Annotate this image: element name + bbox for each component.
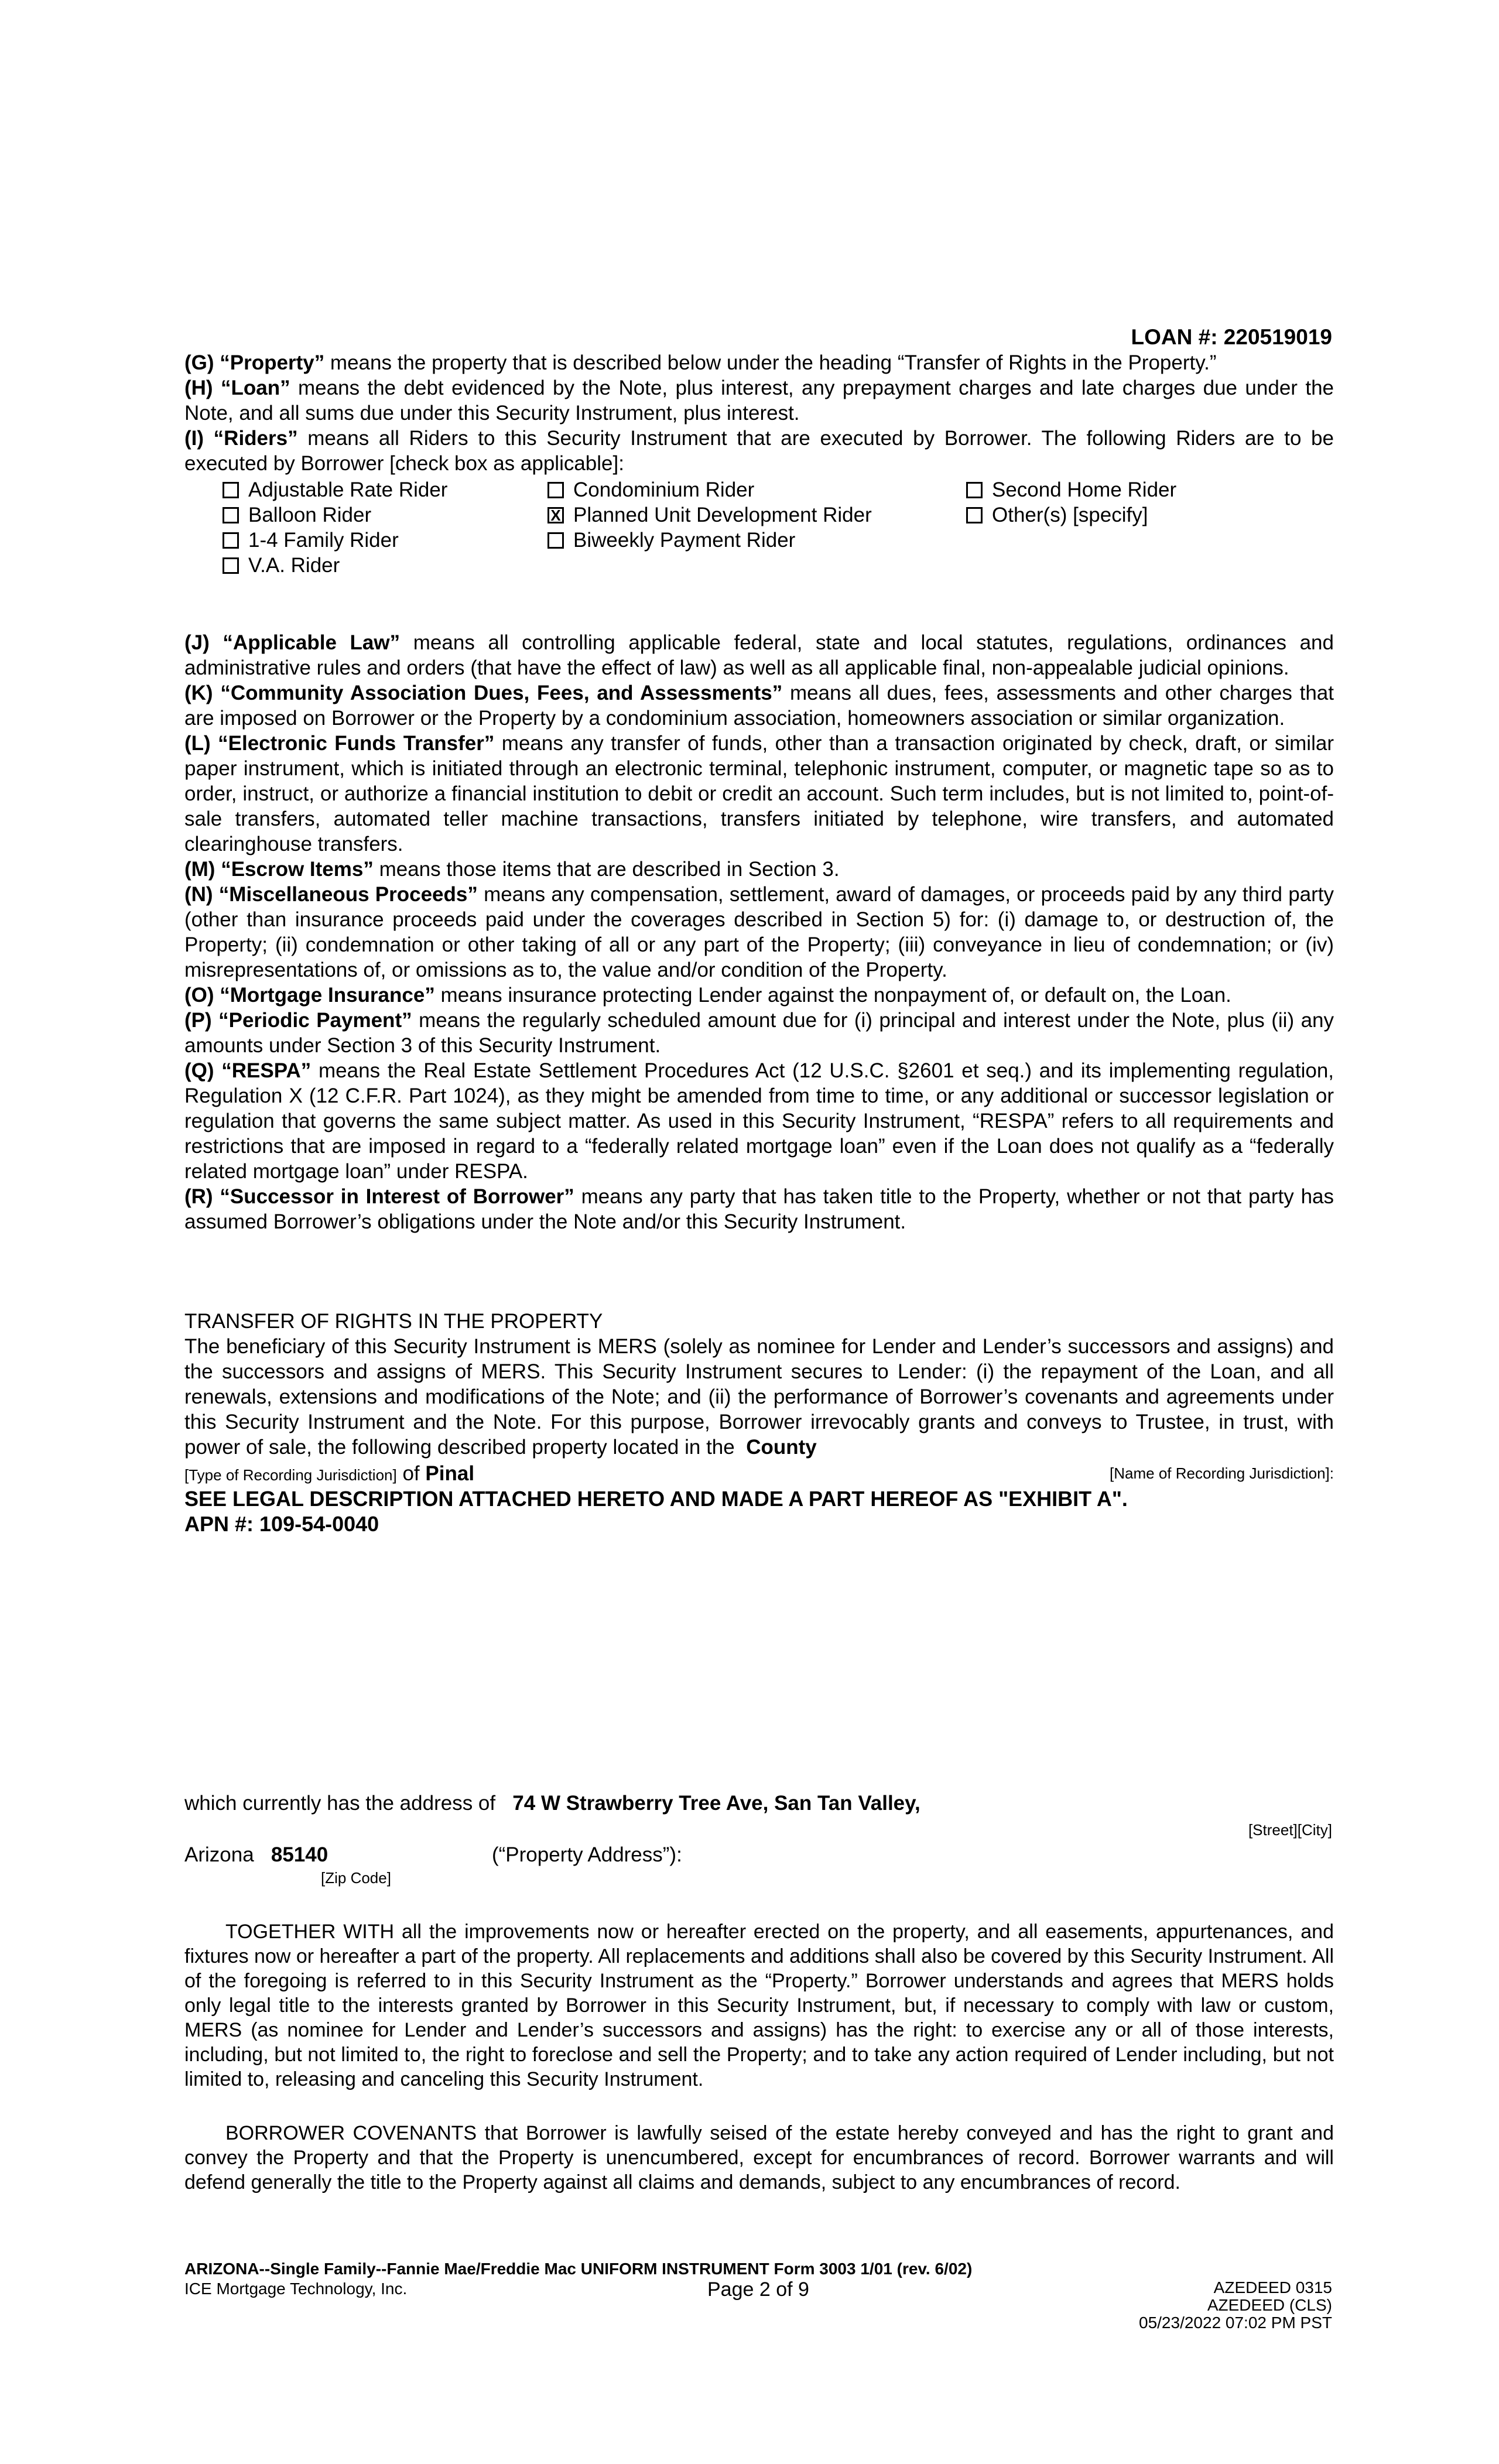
loan-number: LOAN #: 220519019 (1131, 325, 1332, 349)
footer-company: ICE Mortgage Technology, Inc. (184, 2280, 408, 2298)
jurisdiction-name: Pinal (425, 1462, 475, 1485)
checkbox[interactable] (547, 482, 564, 498)
rider-1-4-family[interactable]: 1-4 Family Rider (223, 528, 447, 553)
rider-adjustable-rate[interactable]: Adjustable Rate Rider (223, 477, 447, 502)
apn-number: APN #: 109-54-0040 (184, 1512, 379, 1536)
checkbox[interactable] (547, 532, 564, 549)
transfer-section (184, 1309, 1334, 1460)
definition-i: (I) “Riders” means all Riders to this Security Instrument that are executed by Borrower. The following Riders are to be executed by Borrower [check box as applicable]: (184, 427, 1334, 475)
definition-l: (L) “Electronic Funds Transfer” means any transfer of funds, other than a transaction originated by check, draft, or similar paper instrument, which is initiated through an electronic terminal, telephonic instrument, computer, or magnetic tape so as to order, instruct, or authorize a financial institution to debit or credit an account. Such term includes, but is not limited to, point-of-sale transfers, automated teller machine transactions, transfers initiated by telephone, wire transfers, and automated clearinghouse transfers. (184, 732, 1334, 855)
definition-n: (N) “Miscellaneous Proceeds” means any compensation, settlement, award of damages, or proceeds paid by any third party (other than insurance proceeds paid under the coverages described in Section 5) for: (i) damage to, or destruction of, the Property; (ii) condemnation or other taking of all or any part of the Property; (iii) conveyance in lieu of condemnation; or (iv) misrepresentations of, or omissions as to, the value and/or condition of the Property. (184, 883, 1334, 981)
rider-va[interactable]: V.A. Rider (223, 553, 447, 578)
footer-form: ARIZONA--Single Family--Fannie Mae/Freddie Mac UNIFORM INSTRUMENT Form 3003 1/01 (rev. 6/02) (184, 2260, 973, 2278)
checkbox[interactable] (223, 532, 239, 549)
checkbox[interactable] (223, 482, 239, 498)
checkbox[interactable] (223, 557, 239, 574)
definitions (184, 630, 1334, 1234)
definition-j: (J) “Applicable Law” means all controlling applicable federal, state and local statutes, regulations, ordinances and administrative rules and orders (that have the effect of law) as well as all applicable final, non-appealable judicial opinions. (184, 631, 1334, 679)
street-city: 74 W Strawberry Tree Ave, San Tan Valley, (512, 1792, 920, 1815)
address-line: which currently has the address of 74 W Strawberry Tree Ave, San Tan Valley, (184, 1792, 920, 1815)
state-zip-line: Arizona 85140 (184, 1843, 328, 1866)
definition-k: (K) “Community Association Dues, Fees, and Assessments” means all dues, fees, assessments and other charges that are imposed on Borrower or the Property by a condominium association, homeowners association or similar organization. (184, 682, 1334, 730)
checkbox[interactable] (966, 507, 983, 523)
definition-g: (G) “Property” means the property that is described below under the heading “Transfer of Rights in the Property.” (184, 351, 1217, 374)
transfer-text: The beneficiary of this Security Instrument is MERS (solely as nominee for Lender and Lender’s successors and assigns) and the successors and assigns of MERS. This Security Instrument secures to Lender: (i) the repayment of the Loan, and all renewals, extensions and modifications of the Note; and (ii) the performance of Borrower’s covenants and agreements under this Security Instrument and the Note. For this purpose, Borrower irrevocably grants and conveys to Trustee, in trust, with power of sale, the following described property located in the County (184, 1335, 1334, 1459)
definition-q: (Q) “RESPA” means the Real Estate Settlement Procedures Act (12 U.S.C. §2601 et seq.) and its implementing regulation, Regulation X (12 C.F.R. Part 1024), as they might be amended from time to time, or any additional or successor legislation or regulation that governs the same subject matter. As used in this Security Instrument, “RESPA” refers to all requirements and restrictions that are imposed in regard to a “federally related mortgage loan” even if the Loan does not qualify as a “federally related mortgage loan” under RESPA. (184, 1059, 1334, 1183)
transfer-heading: TRANSFER OF RIGHTS IN THE PROPERTY (184, 1310, 603, 1333)
rider-second-home[interactable]: Second Home Rider (966, 477, 1176, 502)
definition-p: (P) “Periodic Payment” means the regularly scheduled amount due for (i) principal and interest under the Note, plus (ii) any amounts under Section 3 of this Security Instrument. (184, 1009, 1334, 1057)
rider-condominium[interactable]: Condominium Rider (547, 477, 872, 502)
definition-m: (M) “Escrow Items” means those items that are described in Section 3. (184, 858, 840, 881)
property-address-label: (“Property Address”): (492, 1843, 682, 1866)
definition-r: (R) “Successor in Interest of Borrower” means any party that has taken title to the Property, whether or not that party has assumed Borrower’s obligations under the Note and/or this Security Instrument. (184, 1185, 1334, 1233)
together-with-paragraph: TOGETHER WITH all the improvements now or hereafter erected on the property, and all easements, appurtenances, and fixtures now or hereafter a part of the property. All replacements and additions shall also be covered by this Security Instrument. All of the foregoing is referred to in this Security Instrument as the “Property.” Borrower understands and agrees that MERS holds only legal title to the interests granted by Borrower in this Security Instrument, but, if necessary to comply with law or custom, MERS (as nominee for Lender and Lender’s successors and assigns) has the right: to exercise any or all of those interests, including, but not limited to, the right to foreclose and sell the Property; and to take any action required of Lender including, but not limited to, releasing and canceling this Security Instrument. (184, 1921, 1334, 2090)
definition-o: (O) “Mortgage Insurance” means insurance protecting Lender against the nonpayment of, or default on, the Loan. (184, 984, 1231, 1007)
definition-h: (H) “Loan” means the debt evidenced by the Note, plus interest, any prepayment charges and late charges due under the Note, and all sums due under this Security Instrument, plus interest. (184, 377, 1334, 425)
footer-codes: AZEDEED 0315 AZEDEED (CLS) 05/23/2022 07:02 PM PST (1139, 2278, 1332, 2332)
checkbox-checked[interactable]: X (547, 507, 564, 523)
zip-code: 85140 (271, 1843, 328, 1866)
legal-description: SEE LEGAL DESCRIPTION ATTACHED HERETO AND MADE A PART HEREOF AS "EXHIBIT A". (184, 1487, 1128, 1511)
checkbox[interactable] (966, 482, 983, 498)
page-number: Page 2 of 9 (707, 2278, 809, 2301)
borrower-covenants-paragraph: BORROWER COVENANTS that Borrower is lawfully seised of the estate hereby conveyed and has the right to grant and convey the Property and that the Property is unencumbered, except for encumbrances of record. Borrower warrants and will defend generally the title to the Property against all claims and demands, subject to any encumbrances of record. (184, 2122, 1334, 2193)
rider-biweekly-payment[interactable]: Biweekly Payment Rider (547, 528, 872, 553)
jurisdiction-line: [Type of Recording Jurisdiction] of Pinal [Name of Recording Jurisdiction]: (184, 1462, 1334, 1485)
definitions-top (184, 350, 1334, 476)
checkbox[interactable] (223, 507, 239, 523)
rider-balloon[interactable]: Balloon Rider (223, 502, 447, 528)
street-city-label: [Street][City] (1248, 1821, 1332, 1839)
rider-planned-unit-development[interactable]: X Planned Unit Development Rider (547, 502, 872, 528)
rider-other[interactable]: Other(s) [specify] (966, 502, 1176, 528)
zip-code-label: [Zip Code] (321, 1869, 391, 1887)
